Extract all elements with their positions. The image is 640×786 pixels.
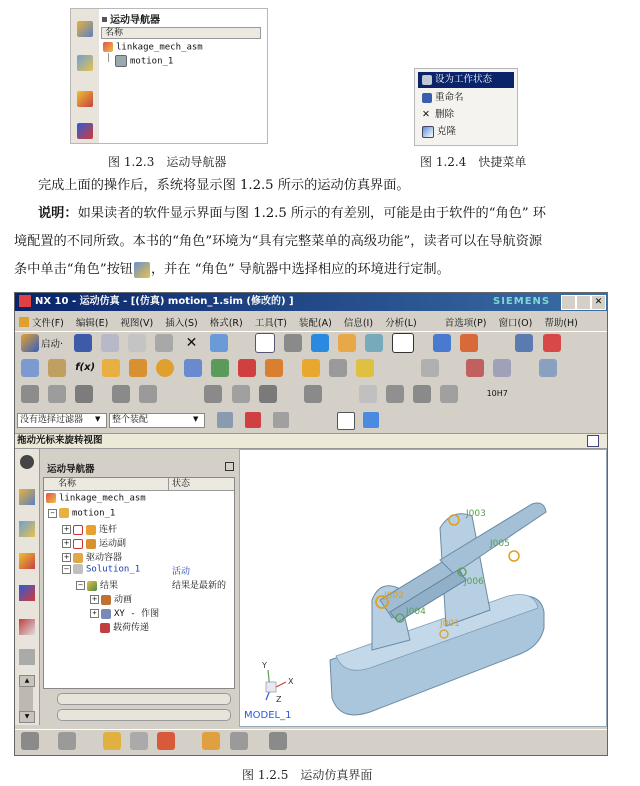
tree-label: Solution_1	[86, 564, 141, 575]
tree-item-joints[interactable]	[62, 536, 126, 549]
reuse-library-icon[interactable]	[19, 619, 35, 635]
chevron-down-icon[interactable]: ▼	[193, 415, 199, 423]
expand-icon[interactable]: +	[90, 609, 99, 618]
menu-edit[interactable]: 编辑(E)	[75, 318, 109, 329]
motion-sim-icon	[115, 55, 127, 67]
select-icon[interactable]	[245, 412, 261, 428]
menu-file[interactable]: 文件(F)	[32, 318, 64, 329]
graphics-window[interactable]	[239, 449, 607, 727]
layer-icon[interactable]	[392, 333, 414, 353]
status-hint	[15, 433, 608, 449]
joint-label-j006: J006	[464, 577, 484, 587]
link-2-icon[interactable]	[302, 359, 320, 377]
render-style-icon[interactable]	[284, 334, 302, 352]
joint-icon[interactable]	[129, 359, 147, 377]
assembly-select-value: 整个装配	[112, 415, 149, 425]
minimize-button[interactable]	[561, 295, 576, 310]
group-icon-1[interactable]	[21, 385, 39, 403]
part-nav-icon[interactable]	[77, 91, 93, 107]
nx-title-bar	[15, 293, 607, 311]
joint-icon	[86, 539, 96, 549]
menu-item-clone[interactable]	[418, 124, 514, 140]
col-status: 状态	[172, 479, 191, 489]
menu-item-label: 克隆	[437, 126, 457, 137]
nav-detail-field-1[interactable]	[57, 693, 231, 705]
start-icon[interactable]	[21, 334, 39, 352]
section-icon[interactable]	[433, 334, 451, 352]
resource-bar	[15, 449, 40, 725]
menu-analysis[interactable]: 分析(L)	[385, 318, 417, 329]
note-label: 说明：	[38, 206, 78, 221]
triad-y-label: Y	[262, 661, 267, 670]
menu-item-label: 删除	[435, 109, 455, 120]
nx-window	[14, 292, 608, 756]
solution-icon	[73, 564, 83, 574]
note-line1	[38, 200, 546, 227]
col-divider	[168, 478, 169, 490]
menu-view[interactable]: 视图(V)	[120, 318, 154, 329]
tree-item-load-transfer[interactable]	[100, 620, 149, 633]
expand-icon[interactable]: +	[63, 553, 70, 561]
role-icon	[134, 262, 150, 278]
menu-preferences[interactable]: 首选项(P)	[444, 318, 487, 329]
solve-icon[interactable]	[356, 359, 374, 377]
tree-item-xy-graph[interactable]	[90, 606, 159, 619]
fit-icon[interactable]	[255, 333, 275, 353]
menu-item-set-work[interactable]	[418, 72, 514, 88]
rename-icon	[422, 93, 432, 103]
menu-window[interactable]: 窗口(O)	[498, 318, 533, 329]
tolerance-icon[interactable]: 10H7	[486, 388, 508, 398]
collapse-icon[interactable]: −	[63, 564, 70, 573]
chevron-down-icon[interactable]: ▼	[95, 415, 101, 423]
spring-icon[interactable]	[184, 359, 202, 377]
status-icon[interactable]	[587, 435, 599, 447]
group-icon-6[interactable]	[204, 385, 222, 403]
maximize-button[interactable]	[576, 295, 591, 310]
group-icon-2[interactable]	[48, 385, 66, 403]
tree-label: 结果	[100, 581, 119, 591]
filter-select-value: 没有选择过滤器	[20, 415, 84, 425]
triangle-icon[interactable]	[359, 385, 377, 403]
menu-tools[interactable]: 工具(T)	[254, 318, 287, 329]
wcs-icon[interactable]	[460, 334, 478, 352]
assembly-tools-icon[interactable]	[515, 334, 533, 352]
settings-icon[interactable]	[20, 455, 34, 469]
assembly-nav-icon[interactable]	[19, 489, 35, 505]
tree-label: 载荷传递	[113, 623, 150, 633]
clone-icon	[422, 126, 434, 138]
checkbox-icon[interactable]	[73, 539, 83, 549]
group-icon-3[interactable]	[75, 385, 93, 403]
nav-tree	[43, 477, 235, 689]
note-line2: 境配置的不同所致。本书的“角色”环境为“具有完整菜单的高级功能”，读者可以在导航资源	[14, 234, 543, 249]
fig123-caption: 图 1.2.3 运动导航器	[108, 155, 227, 169]
joint-label-j001: J001	[440, 619, 460, 629]
tree-label: linkage_mech_asm	[59, 493, 146, 504]
nav-close-icon[interactable]	[225, 462, 234, 471]
model-view[interactable]	[240, 450, 606, 726]
column-name: 名称	[105, 28, 124, 38]
group-icon-5[interactable]	[139, 385, 157, 403]
tree-item-root[interactable]	[46, 493, 146, 504]
bottom-tool-5[interactable]	[157, 732, 175, 750]
nav-pin-icon[interactable]	[102, 17, 107, 22]
triad-x-label: X	[288, 677, 294, 686]
fig123-tree-line	[108, 53, 109, 62]
motion-sim-icon	[59, 508, 69, 518]
tree-item-animation[interactable]	[90, 592, 132, 605]
tree-label: 运动副	[99, 539, 127, 549]
motion-nav-icon[interactable]	[19, 585, 35, 601]
constraint-nav-icon[interactable]	[19, 521, 35, 537]
group-icon-12[interactable]	[440, 385, 458, 403]
paste-icon[interactable]	[155, 334, 173, 352]
expand-icon[interactable]: +	[63, 525, 70, 533]
tree-label: motion_1	[72, 508, 116, 519]
link-icon[interactable]	[102, 359, 120, 377]
bottom-tool-7[interactable]	[230, 732, 248, 750]
orient-view-icon[interactable]	[338, 334, 356, 352]
nav-title-bar	[41, 461, 237, 475]
selection-bar	[15, 411, 607, 429]
note-line3	[14, 256, 450, 283]
bottom-tool-3[interactable]	[103, 732, 121, 750]
toolbar-motion	[15, 357, 608, 381]
triad-cube	[266, 682, 276, 692]
note-text-3a: 条中单击“角色”按钮	[14, 262, 133, 277]
expand-icon[interactable]: +	[91, 595, 98, 603]
group-icon-11[interactable]	[413, 385, 431, 403]
background-icon[interactable]	[365, 334, 383, 352]
menu-assembly[interactable]: 装配(A)	[298, 318, 332, 329]
motion-navigator-panel	[41, 449, 237, 725]
bottom-tool-4[interactable]	[130, 732, 148, 750]
expand-icon[interactable]: +	[63, 539, 70, 547]
group-icon-7[interactable]	[232, 385, 250, 403]
model-label: MODEL_1	[244, 710, 292, 721]
constraint-nav-icon[interactable]	[77, 55, 93, 71]
menu-format[interactable]: 格式(R)	[209, 318, 243, 329]
fig124-context-menu	[414, 68, 518, 146]
damper-icon[interactable]	[211, 359, 229, 377]
animation-icon	[101, 595, 111, 605]
graph-icon[interactable]	[493, 359, 511, 377]
driver-icon	[73, 553, 83, 563]
group-icon-4[interactable]	[112, 385, 130, 403]
menu-info[interactable]: 信息(I)	[343, 318, 374, 329]
fig123-resource-bar	[71, 9, 100, 143]
tree-item-drivers[interactable]	[62, 550, 122, 563]
point-snap-icon[interactable]	[273, 412, 289, 428]
close-button[interactable]: ✕	[591, 295, 606, 310]
history-icon[interactable]	[19, 649, 35, 665]
joint-label-j005: J005	[490, 539, 510, 549]
shaded-icon[interactable]	[311, 334, 329, 352]
delete-icon[interactable]: ✕	[185, 335, 198, 351]
group-icon-8[interactable]	[259, 385, 277, 403]
tree-label: 驱动容器	[86, 553, 123, 563]
joint-label-j003: J003	[466, 509, 486, 519]
tree-item-solution[interactable]	[62, 564, 230, 575]
snap-icon[interactable]	[217, 412, 233, 428]
packaging-icon[interactable]	[539, 359, 557, 377]
assembly-select[interactable]	[109, 413, 205, 428]
note-text-1: 如果读者的软件显示界面与图 1.2.5 所示的有差别，可能是由于软件的“角色” 环	[77, 206, 546, 221]
assembly-icon	[103, 42, 113, 52]
scroll-up-button[interactable]: ▲	[19, 675, 35, 687]
bottom-tool-2[interactable]	[58, 732, 76, 750]
motion-nav-icon[interactable]	[77, 123, 93, 139]
status-hint-text: 拖动光标来旋转视图	[17, 435, 103, 446]
tree-item-results[interactable]	[76, 578, 230, 591]
marker-icon[interactable]	[265, 359, 283, 377]
joint-label-j002: J002	[384, 591, 404, 601]
siemens-logo: SIEMENS	[493, 296, 551, 307]
delete-icon: ✕	[422, 109, 430, 120]
solver-icon[interactable]	[329, 359, 347, 377]
copy-icon[interactable]	[128, 334, 146, 352]
play-reverse-icon[interactable]	[466, 359, 484, 377]
collapse-icon[interactable]: −	[77, 581, 84, 589]
toolbar-analysis	[15, 383, 608, 407]
function-icon[interactable]: f(x)	[75, 361, 96, 373]
tree-root-label: linkage_mech_asm	[116, 42, 203, 53]
nx-menu-icon	[19, 317, 29, 327]
nx-app-icon	[19, 295, 31, 307]
nx-menu-bar	[15, 313, 608, 329]
tree-label: 连杆	[99, 525, 118, 535]
col-name: 名称	[58, 479, 77, 489]
bottom-tool-6[interactable]	[202, 732, 220, 750]
group-icon-10[interactable]	[386, 385, 404, 403]
part-nav-icon[interactable]	[19, 553, 35, 569]
environment-icon[interactable]	[21, 359, 39, 377]
fig123-nav-panel	[99, 9, 265, 143]
graph-icon	[101, 609, 111, 619]
tree-label: 动画	[114, 595, 133, 605]
fig123-tree-root[interactable]	[103, 42, 203, 53]
tree-child-label: motion_1	[130, 56, 174, 67]
menu-help[interactable]: 帮助(H)	[544, 318, 578, 329]
bottom-tool-1[interactable]	[21, 732, 39, 750]
joint-marker-j005[interactable]	[509, 551, 519, 561]
load-transfer-icon	[100, 623, 110, 633]
triad-z-label: Z	[276, 695, 282, 704]
bottom-toolbar	[15, 729, 608, 754]
menu-item-label: 重命名	[435, 92, 464, 103]
box-select-icon[interactable]	[337, 412, 355, 430]
tree-item-motion[interactable]	[48, 508, 115, 519]
cut-icon[interactable]	[101, 334, 119, 352]
gear-icon[interactable]	[156, 359, 174, 377]
group-icon-9[interactable]	[304, 385, 322, 403]
save-icon[interactable]	[74, 334, 92, 352]
assembly-icon	[46, 493, 56, 503]
nx-title-text: NX 10 - 运动仿真 - [(仿真) motion_1.sim (修改的) ]	[35, 296, 294, 307]
tree-status: 结果是最新的	[172, 581, 227, 591]
menu-item-label: 设为工作状态	[435, 74, 493, 85]
fig123-nav-header	[99, 11, 265, 25]
assembly-nav-icon[interactable]	[77, 21, 93, 37]
note-text-3b: ，并在 “角色” 导航器中选择相应的环境进行定制。	[150, 262, 450, 277]
paragraph-after-op: 完成上面的操作后，系统将显示图 1.2.5 所示的运动仿真界面。	[38, 178, 410, 193]
menu-item-delete[interactable]	[418, 107, 514, 123]
results-icon	[87, 581, 97, 591]
fig125-caption: 图 1.2.5 运动仿真界面	[242, 768, 373, 782]
tree-status: 活动	[172, 567, 191, 577]
cube-icon[interactable]	[363, 412, 379, 428]
fig123-col-header	[101, 27, 261, 39]
fig123-navigator	[70, 8, 268, 144]
undo-icon[interactable]	[210, 334, 228, 352]
menu-insert[interactable]: 插入(S)	[165, 318, 198, 329]
scroll-down-button[interactable]: ▼	[19, 711, 35, 723]
scroll-track[interactable]	[19, 687, 33, 711]
fig123-nav-title: 运动导航器	[110, 15, 160, 26]
collapse-icon[interactable]: −	[48, 509, 57, 518]
nav-col-headers	[44, 478, 234, 491]
menu-item-rename[interactable]	[418, 90, 514, 106]
nav-detail-field-2[interactable]	[57, 709, 231, 721]
start-button[interactable]: 启动·	[41, 339, 64, 350]
nav-title: 运动导航器	[47, 464, 95, 475]
filter-select[interactable]	[17, 413, 107, 428]
master-model-icon[interactable]	[48, 359, 66, 377]
force-icon[interactable]	[238, 359, 256, 377]
toolbar-standard	[15, 331, 608, 356]
link-icon	[86, 525, 96, 535]
animation-icon[interactable]	[421, 359, 439, 377]
fig123-tree-child[interactable]	[115, 55, 173, 67]
checkbox-icon[interactable]	[73, 525, 83, 535]
tree-item-links[interactable]	[62, 522, 117, 535]
bottom-tool-8[interactable]	[269, 732, 287, 750]
set-work-icon	[422, 75, 432, 85]
joint-label-j004: J004	[406, 607, 426, 617]
measure-icon[interactable]	[543, 334, 561, 352]
fig124-caption: 图 1.2.4 快捷菜单	[420, 155, 527, 169]
tree-label: XY - 作图	[114, 609, 160, 619]
